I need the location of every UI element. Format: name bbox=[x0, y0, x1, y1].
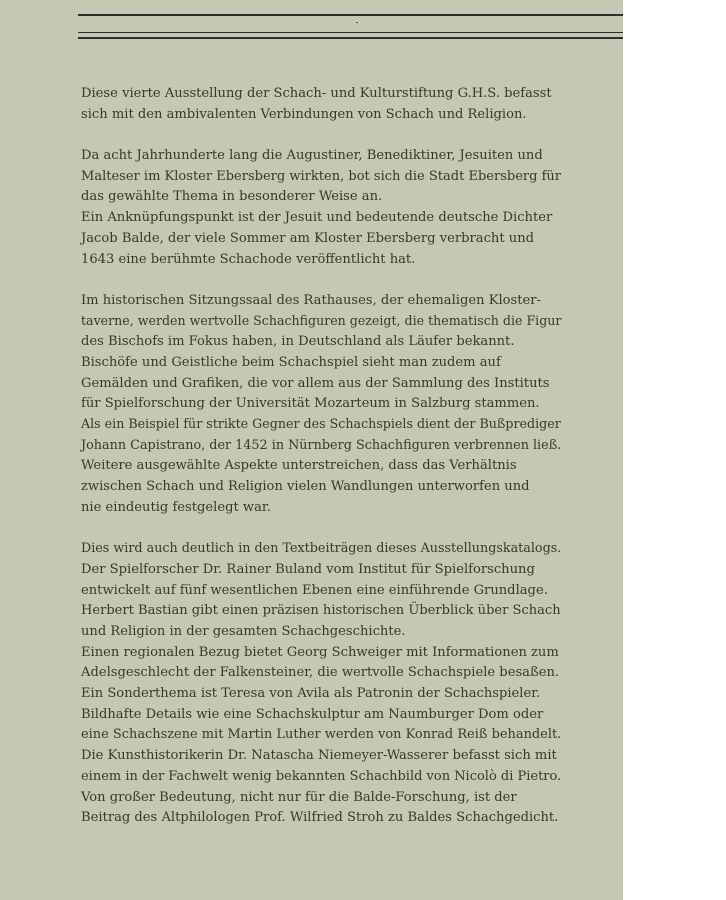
text-line: Bischöfe und Geistliche beim Schachspiel sieht man zudem auf bbox=[81, 354, 501, 370]
text-line: Einen regionalen Bezug bietet Georg Schweiger mit Informationen zum bbox=[81, 644, 559, 660]
text-line: nie eindeutig festgelegt war. bbox=[81, 499, 271, 515]
text-line: taverne, werden wertvolle Schachfiguren gezeigt, die thematisch die Figur bbox=[81, 313, 562, 329]
text-line: Der Spielforscher Dr. Rainer Buland vom Institut für Spielforschung bbox=[81, 561, 535, 577]
text-line: Jacob Balde, der viele Sommer am Kloster Ebersberg verbracht und bbox=[81, 230, 535, 246]
text-line: des Bischofs im Fokus haben, in Deutschland als Läufer bekannt. bbox=[81, 334, 515, 350]
text-line: Diese vierte Ausstellung der Schach- und Kulturstiftung G.H.S. befasst bbox=[81, 86, 552, 101]
header-rule-middle bbox=[78, 32, 623, 33]
text-line: Adelsgeschlecht der Falkensteiner, die wertvolle Schachspiele besaßen. bbox=[81, 665, 560, 681]
text-line: für Spielforschung der Universität Mozarteum in Salzburg stammen. bbox=[81, 396, 540, 412]
text-line: Im historischen Sitzungssaal des Rathauses, der ehemaligen Kloster- bbox=[81, 292, 541, 308]
text-line: Herbert Bastian gibt einen präzisen historischen Überblick über Schach bbox=[81, 603, 561, 619]
page-margin bbox=[623, 0, 726, 900]
text-line: Gemälden und Grafiken, die vor allem aus der Sammlung des Instituts bbox=[81, 375, 550, 391]
text-line: eine Schachszene mit Martin Luther werden von Konrad Reiß behandelt. bbox=[81, 727, 562, 743]
text-line: 1643 eine berühmte Schachode veröffentlicht hat. bbox=[81, 251, 416, 267]
text-line: einem in der Fachwelt wenig bekannten Schachbild von Nicolò di Pietro. bbox=[81, 768, 562, 784]
text-line: zwischen Schach und Religion vielen Wandlungen unterworfen und bbox=[81, 479, 530, 495]
paragraph-catalog bbox=[81, 539, 561, 829]
text-line: Da acht Jahrhunderte lang die Augustiner, Benediktiner, Jesuiten und bbox=[81, 148, 543, 163]
paragraph-ebersberg bbox=[81, 146, 561, 270]
text-line: Malteser im Kloster Ebersberg wirkten, bot sich die Stadt Ebersberg für bbox=[81, 168, 562, 184]
text-line: Ein Anknüpfungspunkt ist der Jesuit und bedeutende deutsche Dichter bbox=[81, 210, 553, 226]
text-line: Johann Capistrano, der 1452 in Nürnberg Schachfiguren verbrennen ließ. bbox=[81, 437, 562, 453]
text-line: Ein Sonderthema ist Teresa von Avila als Patronin der Schachspieler. bbox=[81, 686, 541, 702]
paragraph-exhibition bbox=[81, 291, 561, 519]
text-line: Von großer Bedeutung, nicht nur für die Balde-Forschung, ist der bbox=[81, 789, 517, 805]
header-rule-top bbox=[78, 14, 623, 16]
paragraph-intro bbox=[81, 84, 561, 125]
text-line: Als ein Beispiel für strikte Gegner des Schachspiels dient der Bußprediger bbox=[81, 417, 561, 433]
text-line: Weitere ausgewählte Aspekte unterstreichen, dass das Verhältnis bbox=[81, 458, 517, 474]
text-line: Beitrag des Altphilologen Prof. Wilfried Stroh zu Baldes Schachgedicht. bbox=[81, 810, 559, 826]
text-line: sich mit den ambivalenten Verbindungen von Schach und Religion. bbox=[81, 106, 527, 122]
document-body bbox=[81, 84, 561, 850]
text-line: und Religion in der gesamten Schachgeschichte. bbox=[81, 623, 406, 639]
text-line: das gewählte Thema in besonderer Weise an. bbox=[81, 189, 383, 205]
header-rule-bottom bbox=[78, 37, 623, 39]
text-line: Die Kunsthistorikerin Dr. Natascha Niemeyer-Wasserer befasst sich mit bbox=[81, 748, 557, 764]
text-line: entwickelt auf fünf wesentlichen Ebenen eine einführende Grundlage. bbox=[81, 582, 548, 598]
header-rule-mark bbox=[356, 22, 358, 23]
text-line: Bildhafte Details wie eine Schachskulptur am Naumburger Dom oder bbox=[81, 706, 544, 722]
text-line: Dies wird auch deutlich in den Textbeiträgen dieses Ausstellungskatalogs. bbox=[81, 541, 562, 557]
